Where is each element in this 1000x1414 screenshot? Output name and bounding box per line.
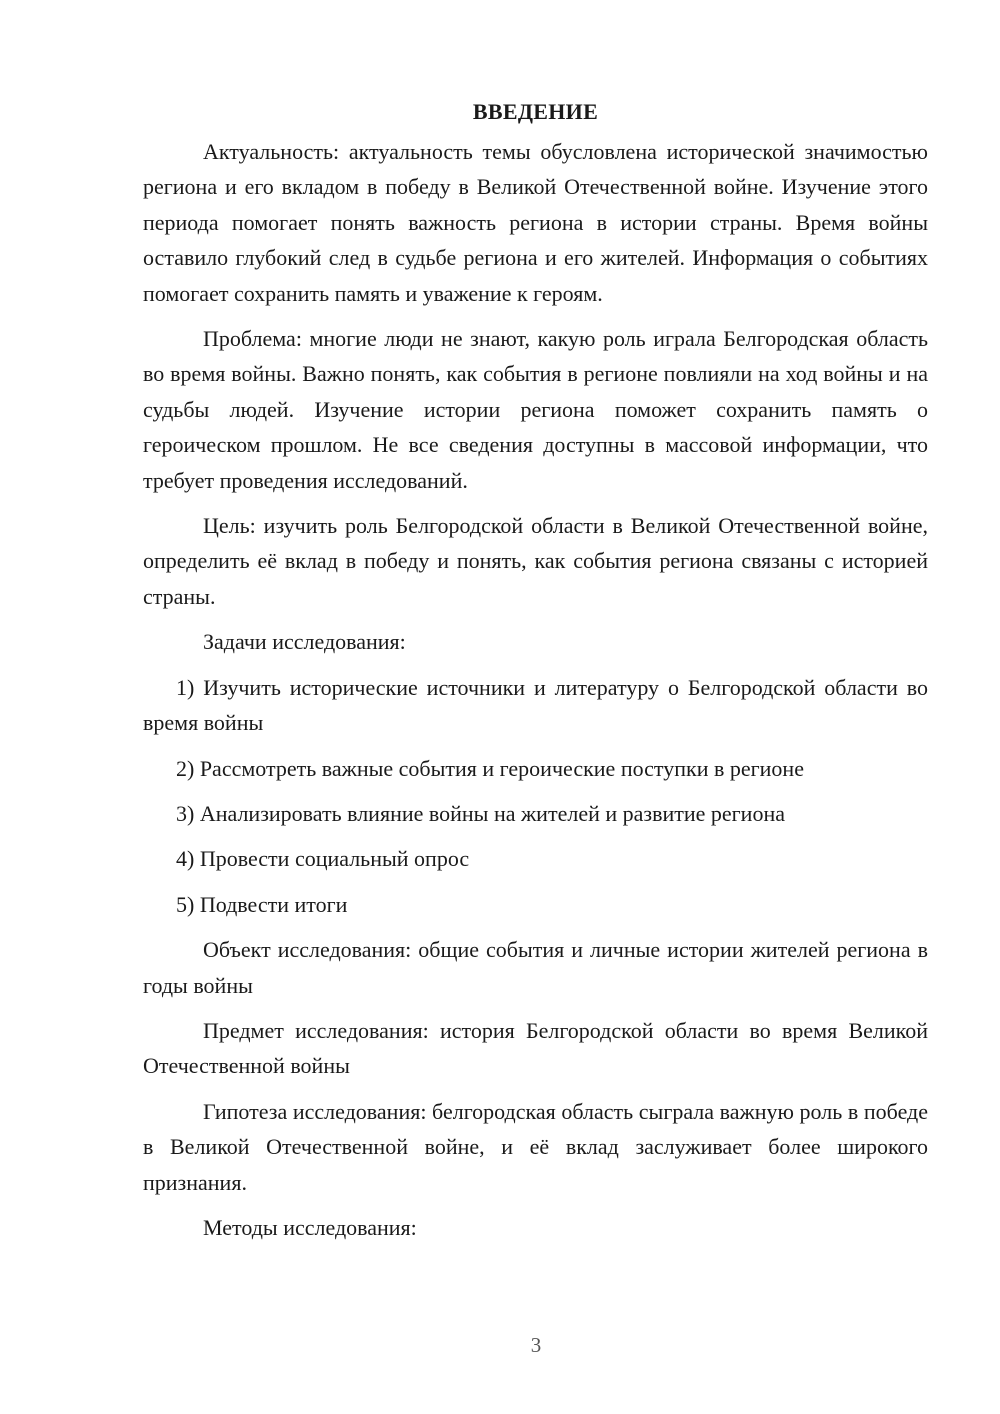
task-item: 3) Анализировать влияние войны на жителей и развитие региона [176, 800, 785, 826]
task-item: 2) Рассмотреть важные события и героические поступки в регионе [176, 755, 804, 781]
task-item: 5) Подвести итоги [176, 891, 348, 917]
paragraph-goal: Цель: изучить роль Белгородской области в Великой Отечественной войне, определить её вклад в победу и понять, как события региона связаны с историей страны. [143, 513, 928, 609]
section-title: ВВЕДЕНИЕ [472, 99, 599, 124]
paragraph-object: Объект исследования: общие события и личные истории жителей региона в годы войны [143, 937, 928, 998]
paragraph-problem: Проблема: многие люди не знают, какую роль играла Белгородская область во время войны. Важно понять, как события в регионе повлияли на ход войны и на судьбы людей. Изучение истории региона поможет сохранить память о героическом прошлом. Не все сведения доступны в массовой информации, что требует проведения исследований. [143, 326, 928, 493]
task-item: 1) Изучить исторические источники и литературу о Белгородской области во время войны [143, 674, 928, 736]
tasks-heading: Задачи исследования: [203, 629, 406, 655]
paragraph-relevance: Актуальность: актуальность темы обусловлена исторической значимостью региона и его вкладом в победу в Великой Отечественной войне. Изучение этого периода помогает понять важность региона в истории страны. Время войны оставило глубокий след в судьбе региона и его жителей. Информация о событиях помогает сохранить память и уважение к героям. [143, 139, 928, 306]
methods-heading: Методы исследования: [203, 1214, 417, 1240]
page-number: 3 [530, 1333, 542, 1357]
tasks-list [143, 670, 928, 922]
document-page [143, 94, 928, 1255]
task-item: 4) Провести социальный опрос [176, 846, 470, 872]
paragraph-hypothesis: Гипотеза исследования: белгородская область сыграла важную роль в победе в Великой Отечественной войне, и её вклад заслуживает более широкого признания. [143, 1098, 928, 1195]
paragraph-subject: Предмет исследования: история Белгородской области во время Великой Отечественной войны [143, 1017, 928, 1079]
